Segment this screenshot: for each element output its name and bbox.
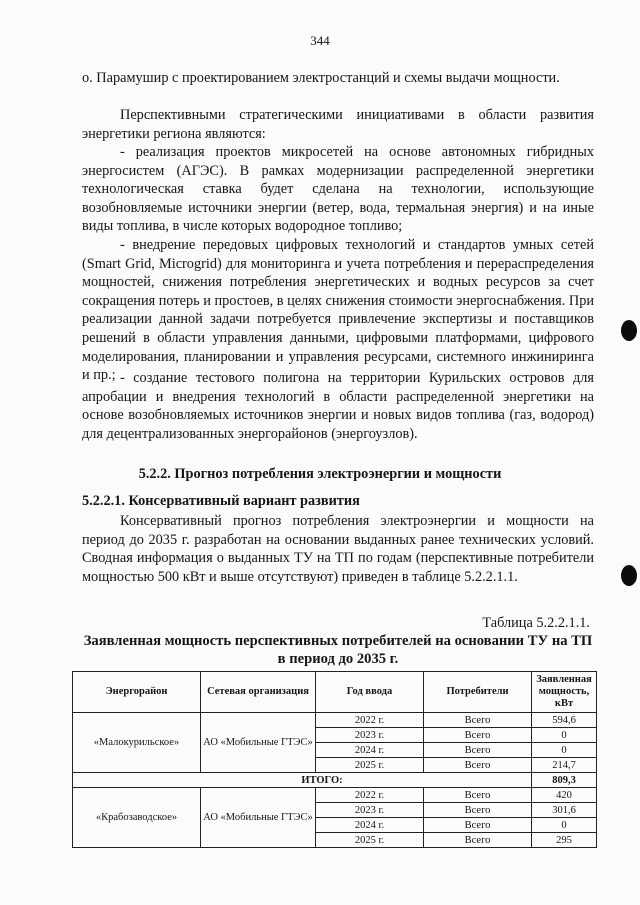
- power-cell: 0: [532, 743, 597, 758]
- power-cell: 295: [532, 833, 597, 848]
- section-heading: 5.2.2. Прогноз потребления электроэнергии и мощности: [138, 466, 502, 482]
- bullet-smart-grid: - внедрение передовых цифровых технологий и стандартов умных сетей (Smart Grid, Microgrid) для мониторинга и учета потребления и перераспределения мощностей, снижения потребления энергетических и водных ресурсов за счет сокращения потерь и простоев, в целях снижения стоимости энергоснабжения. При реализации данной задачи потребуется привлечение экспертизы и поставщиков решений в области управления данными, цифровыми платформами, цифрового моделирования, планировании и управления ресурсами, системного инжиниринга и пр.;: [82, 237, 594, 384]
- table-header-row: [73, 672, 597, 713]
- consumers-cell: Всего: [424, 728, 532, 743]
- year-cell: 2024 г.: [316, 818, 424, 833]
- consumers-cell: Всего: [424, 713, 532, 728]
- org-cell: АО «Мобильные ГТЭС»: [201, 713, 316, 773]
- consumers-cell: Всего: [424, 743, 532, 758]
- col-header-org: Сетевая организация: [201, 672, 316, 713]
- total-value: 809,3: [532, 773, 597, 788]
- year-cell: 2025 г.: [316, 833, 424, 848]
- total-row: [73, 773, 597, 788]
- year-cell: 2025 г.: [316, 758, 424, 773]
- consumers-cell: Всего: [424, 818, 532, 833]
- bullet-test-site: - создание тестового полигона на территории Курильских островов для апробации и внедрения технологий в области распределенной энергетики на основе возобновляемых источников энергии и новых видов топлива (газ, водород) для децентрализованных энергорайонов (энергоузлов).: [82, 370, 594, 442]
- power-cell: 420: [532, 788, 597, 803]
- col-header-consumers: Потребители: [424, 672, 532, 713]
- table-title: Заявленная мощность перспективных потребителей на основании ТУ на ТП в период до 2035 г.: [83, 633, 593, 667]
- consumers-table: [72, 671, 597, 848]
- col-header-year: Год ввода: [316, 672, 424, 713]
- region-cell: «Крабозаводское»: [73, 788, 201, 848]
- power-cell: 301,6: [532, 803, 597, 818]
- intro-fragment: о. Парамушир с проектированием электростанций и схемы выдачи мощности.: [82, 70, 560, 86]
- initiatives-intro: Перспективными стратегическими инициативами в области развития энергетики региона являются:: [82, 107, 594, 142]
- col-header-region: Энергорайон: [73, 672, 201, 713]
- table-row: [73, 713, 597, 728]
- subsection-heading: 5.2.2.1. Консервативный вариант развития: [82, 493, 360, 509]
- power-cell: 594,6: [532, 713, 597, 728]
- year-cell: 2024 г.: [316, 743, 424, 758]
- bullet-microgrids: - реализация проектов микросетей на основе автономных гибридных энергосистем (АГЭС). В рамках модернизации распределенной энергетики технологическая ставка будет сделана на технологии, использующие возобновляемые источники энергии (ветер, вода, термальная энергия) и на иные виды топлива, в числе которых водородное топливо;: [82, 144, 594, 235]
- page-number: 344: [310, 33, 330, 48]
- consumers-cell: Всего: [424, 833, 532, 848]
- binder-hole: [621, 320, 637, 341]
- year-cell: 2022 г.: [316, 713, 424, 728]
- power-cell: 0: [532, 818, 597, 833]
- org-cell: АО «Мобильные ГТЭС»: [201, 788, 316, 848]
- subsection-text: Консервативный прогноз потребления электроэнергии и мощности на период до 2035 г. разработан на основании выданных ранее технических условий. Сводная информация о выданных ТУ на ТП по годам (перспективные потребители мощностью 500 кВт и выше отсутствуют) приведен в таблице 5.2.2.1.1.: [82, 513, 594, 585]
- year-cell: 2023 г.: [316, 728, 424, 743]
- region-cell: «Малокурильское»: [73, 713, 201, 773]
- power-cell: 214,7: [532, 758, 597, 773]
- consumers-cell: Всего: [424, 758, 532, 773]
- year-cell: 2022 г.: [316, 788, 424, 803]
- consumers-cell: Всего: [424, 788, 532, 803]
- power-cell: 0: [532, 728, 597, 743]
- table-row: [73, 788, 597, 803]
- year-cell: 2023 г.: [316, 803, 424, 818]
- binder-hole: [621, 565, 637, 586]
- table-caption: Таблица 5.2.2.1.1.: [482, 615, 590, 631]
- col-header-power: Заявленная мощность, кВт: [532, 672, 597, 713]
- total-label: ИТОГО:: [73, 773, 532, 788]
- consumers-cell: Всего: [424, 803, 532, 818]
